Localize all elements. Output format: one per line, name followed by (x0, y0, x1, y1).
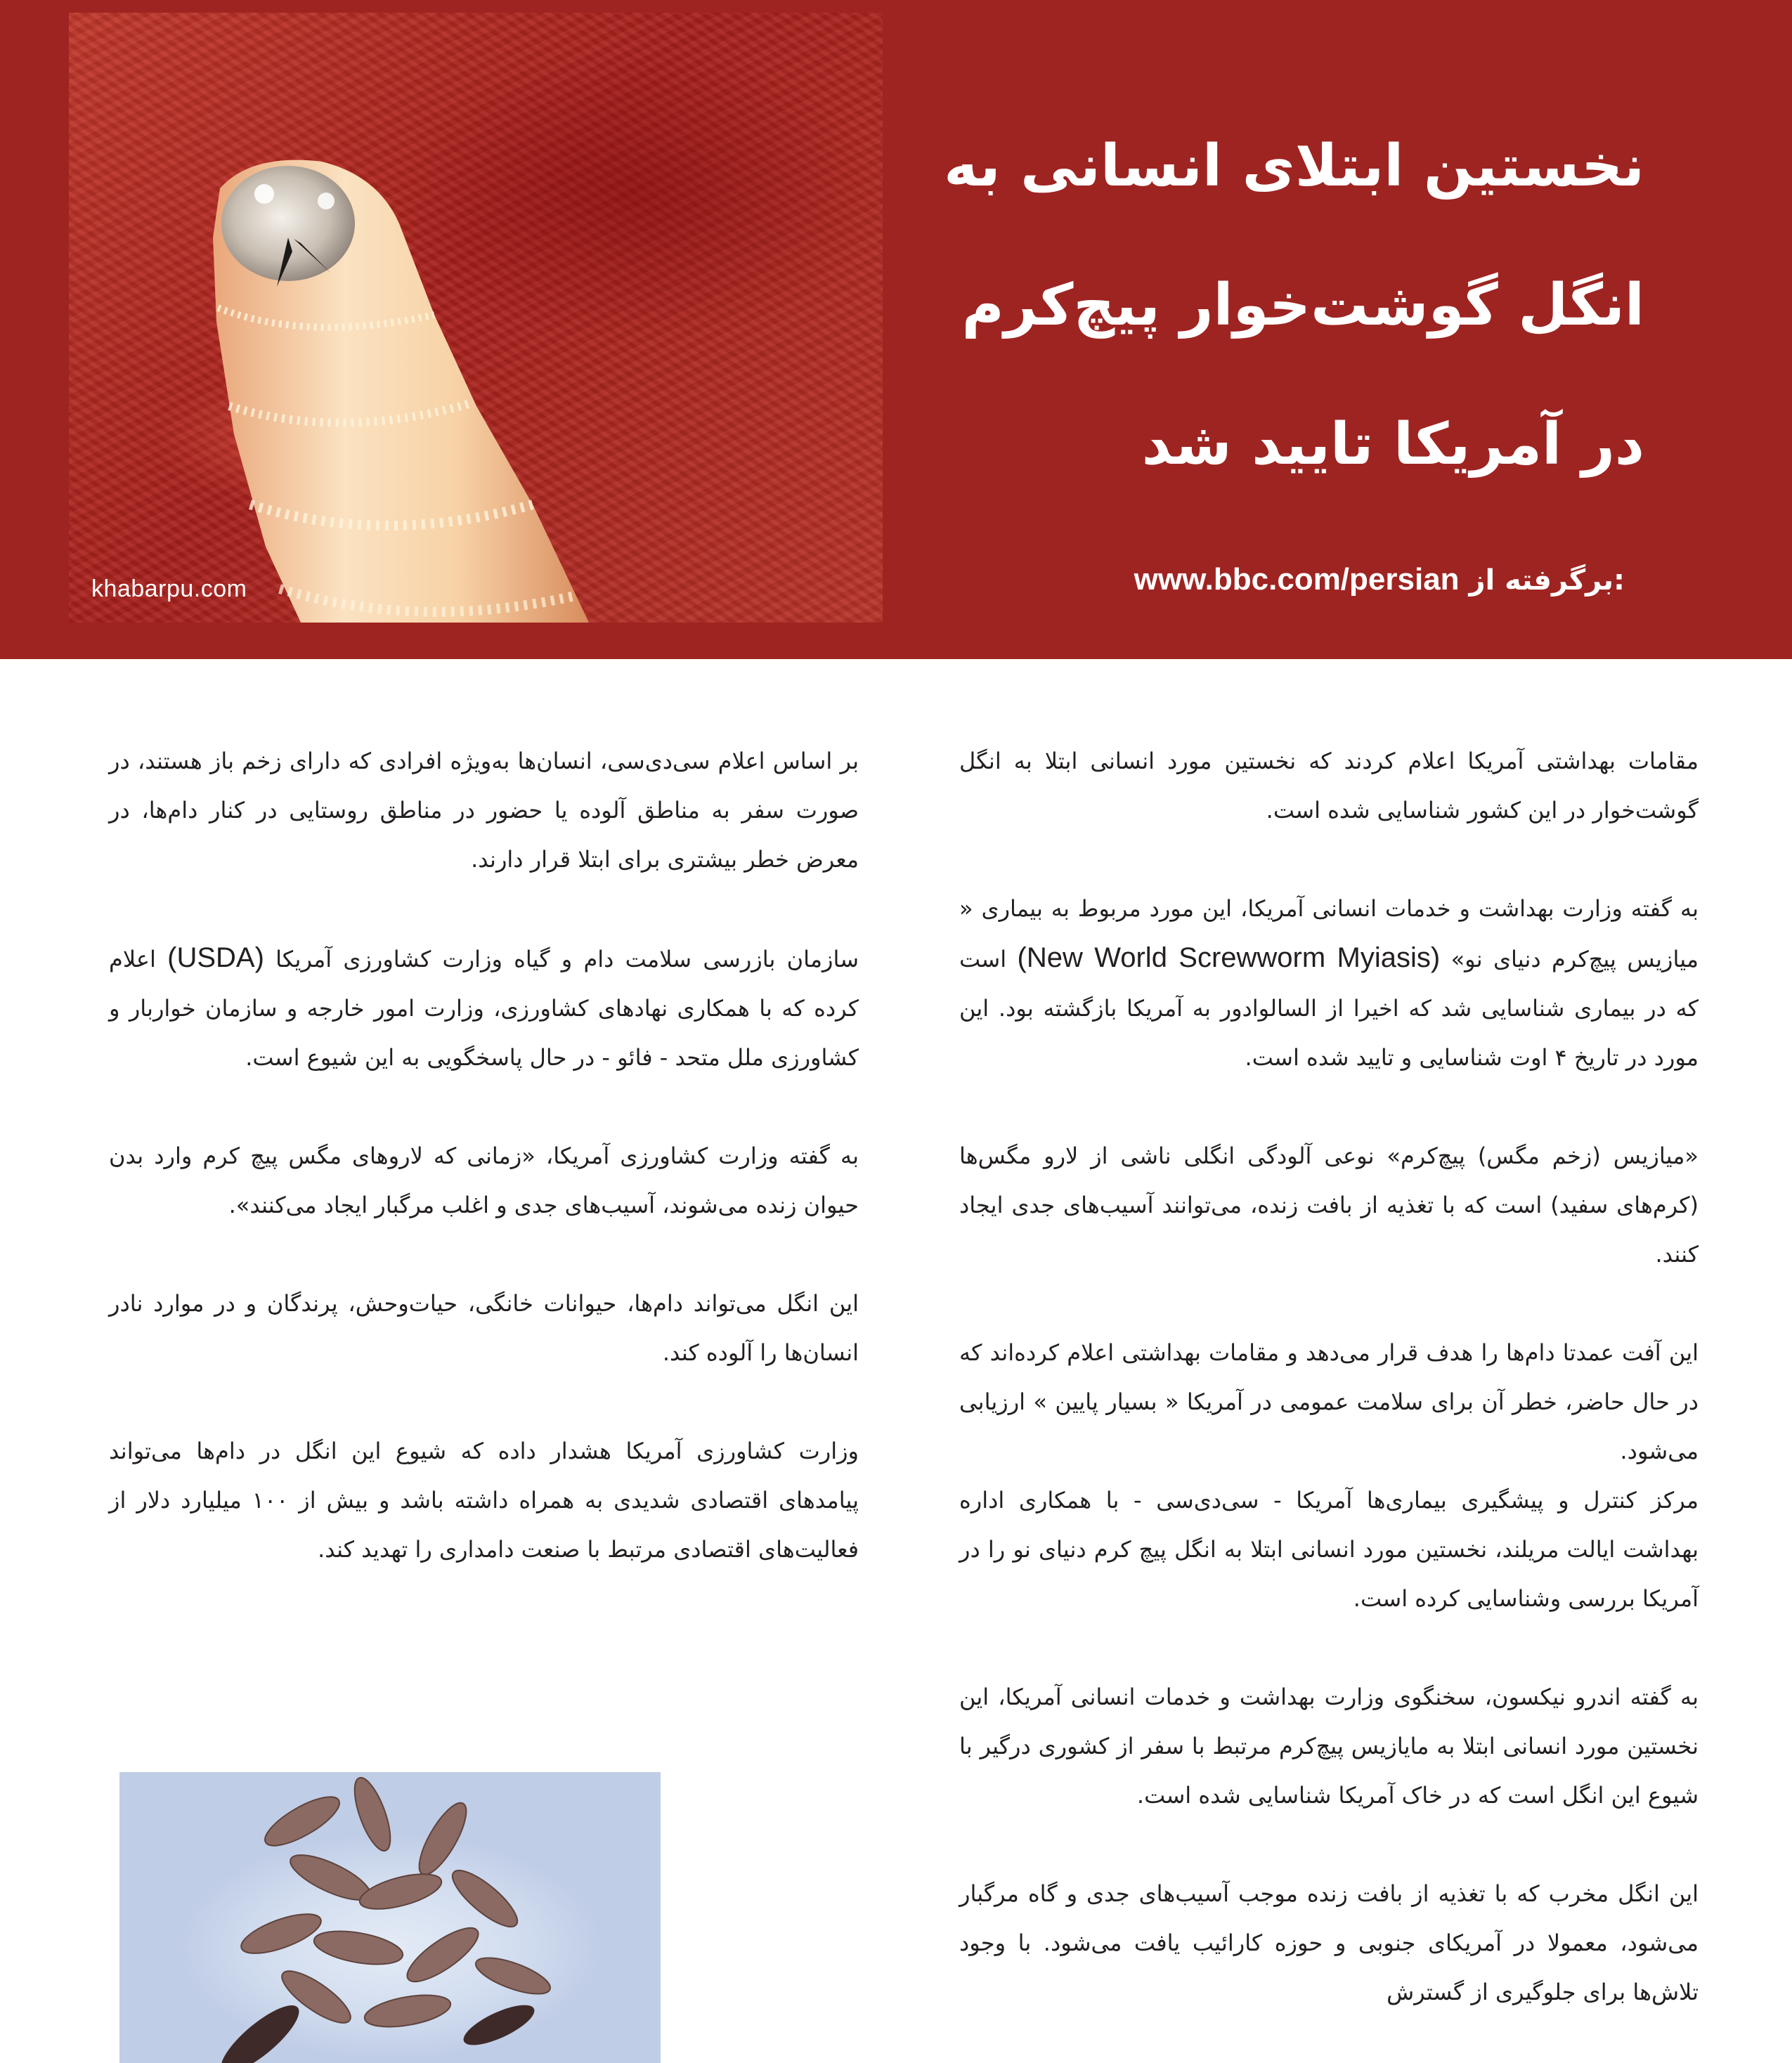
title-line-2: انگل گوشت‌خوار پیچ‌کرم (961, 272, 1644, 339)
title-line-3: در آمریکا تایید شد (1141, 411, 1644, 478)
latin-term: (USDA) (167, 942, 264, 973)
paragraph: وزارت کشاورزی آمریکا هشدار داده که شیوع این انگل در دام‌ها می‌تواند پیامدهای اقتصادی شدیدی به همراه داشته باشد و بیش از ۱۰۰ میلیارد دلار از فعالیت‌های اقتصادی مرتبط با صنعت دامداری را تهدید کند. (109, 1438, 859, 1563)
larvae-illustration (119, 1772, 661, 2063)
source-url[interactable]: www.bbc.com/persian (1134, 562, 1460, 597)
larvae-photo (119, 1772, 661, 2063)
paragraph: به گفته وزارت کشاورزی آمریکا، «زمانی که لاروهای مگس پیچ کرم وارد بدن حیوان زنده می‌شوند، آسیب‌های جدی و اغلب مرگبار ایجاد می‌کنند». (109, 1143, 859, 1218)
source-label: برگرفته از: (1469, 564, 1625, 597)
larva-illustration (69, 13, 883, 623)
hero-larva-photo (69, 13, 883, 623)
site-watermark: khabarpu.com (91, 575, 247, 602)
article-column-left (109, 736, 859, 1574)
paragraph: «میازیس (زخم مگس) پیچ‌کرم» نوعی آلودگی انگلی ناشی از لارو مگس‌ها (کرم‌های سفید) است که با تغذیه از بافت زنده، می‌توانند آسیب‌های جدی ایجاد کنند. (959, 1143, 1699, 1268)
paragraph: به گفته اندرو نیکسون، سخنگوی وزارت بهداشت و خدمات انسانی آمریکا، این نخستین مورد انسانی ابتلا به مایازیس پیچ‌کرم مرتبط با سفر از کشوری درگیر با شیوع این انگل است که در خاک آمریکا شناسایی شده است. (959, 1684, 1699, 1809)
paragraph: این انگل مخرب که با تغذیه از بافت زنده موجب آسیب‌های جدی و گاه مرگبار می‌شود، معمولا در آمریکای جنوبی و حوزه کارائیب یافت می‌شود. با وجود تلاش‌ها برای جلوگیری از گسترش (959, 1880, 1699, 2005)
paragraph: مقامات بهداشتی آمریکا اعلام کردند که نخستین مورد انسانی ابتلا به انگل گوشت‌خوار در این کشور شناسایی شده است. (959, 748, 1699, 824)
paragraph: به گفته وزارت بهداشت و خدمات انسانی آمریکا، این مورد مربوط به بیماری « میازیس پیچ‌کرم دنیای نو» (New World Screwworm Myiasis) است که در بیماری شناسایی شد که اخیرا از السالوادور به آمریکا بازگشته بود. این مورد در تاریخ ۴ اوت شناسایی و تایید شده است. (959, 895, 1699, 1071)
paragraph: سازمان بازرسی سلامت دام و گیاه وزارت کشاورزی آمریکا (USDA) اعلام کرده که با همکاری نهادهای کشاورزی، وزارت امور خارجه و سازمان خواربار و کشاورزی ملل متحد - فائو - در حال پاسخگویی به این شیوع است. (109, 942, 859, 1071)
title-line-1: نخستین ابتلای انسانی به (944, 133, 1644, 200)
paragraph: این انگل می‌تواند دام‌ها، حیوانات خانگی، حیات‌وحش، پرندگان و در موارد نادر انسان‌ها را آلوده کند. (109, 1290, 859, 1366)
paragraph: مرکز کنترل و پیشگیری بیماری‌ها آمریکا - سی‌دی‌سی - با همکاری اداره بهداشت ایالت مریلند، نخستین مورد انسانی ابتلا به انگل پیچ کرم دنیای نو را در آمریکا بررسی وشناسایی کرده است. (959, 1487, 1699, 1612)
source-credit (1134, 562, 1625, 597)
page-title (942, 97, 1644, 514)
paragraph: این آفت عمدتا دام‌ها را هدف قرار می‌دهد و مقامات بهداشتی اعلام کرده‌اند که در حال حاضر، خطر آن برای سلامت عمومی در آمریکا « بسیار پایین » ارزیابی می‌شود. (959, 1339, 1699, 1464)
latin-term: (New World Screwworm Myiasis) (1017, 942, 1441, 973)
paragraph: بر اساس اعلام سی‌دی‌سی، انسان‌ها به‌ویژه افرادی که دارای زخم باز هستند، در صورت سفر به مناطق آلوده یا حضور در مناطق روستایی در کنار دام‌ها، در معرض خطر بیشتری برای ابتلا قرار دارند. (109, 748, 859, 873)
article-column-right (959, 736, 1699, 2017)
